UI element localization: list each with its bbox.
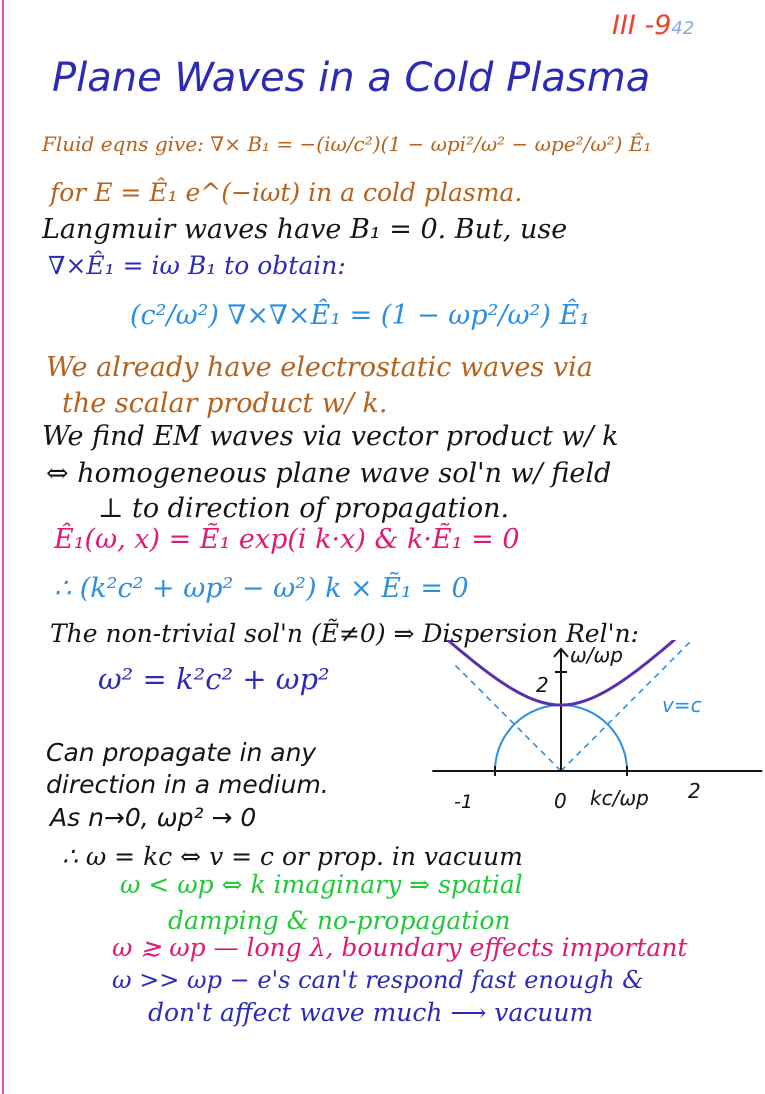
line-l9: ⇔ homogeneous plane wave sol'n w/ field — [46, 458, 612, 489]
page-title: Plane Waves in a Cold Plasma — [52, 55, 651, 101]
y-axis-label: ω/ωp — [570, 643, 623, 667]
line-l11: Ê₁(ω, x) = Ẽ₁ exp(i k·x) & k·Ẽ₁ = 0 — [54, 524, 520, 555]
x-axis-label: kc/ωp — [590, 786, 649, 810]
line-l18: ∴ ω = kc ⇔ v = c or prop. in vacuum — [62, 842, 523, 871]
line-l8: We find EM waves via vector product w/ k — [42, 421, 619, 452]
line-l4: ∇×Ê₁ = iω B₁ to obtain: — [48, 251, 346, 280]
line-l13: The non-trivial sol'n (Ẽ≠0) ⇒ Dispersion Rel'n: — [50, 619, 639, 648]
line-l19: ω < ωp ⇔ k imaginary ⇒ spatial — [120, 870, 523, 899]
line-l7: the scalar product w/ k. — [62, 388, 388, 419]
line-l2: for E = Ê₁ e^(−iωt) in a cold plasma. — [50, 178, 523, 207]
page-number-main: III -9 — [612, 10, 672, 41]
line-l20: damping & no-propagation — [168, 906, 511, 935]
x-tick-0: 0 — [554, 789, 567, 813]
x-tick-2: 2 — [688, 779, 701, 803]
dispersion-graph — [420, 640, 765, 835]
line-l10: ⊥ to direction of propagation. — [98, 493, 510, 524]
page-number-sub: 42 — [671, 18, 695, 39]
line-l6: We already have electrostatic waves via — [46, 352, 593, 383]
asymptote-label: v=c — [662, 693, 702, 717]
page-number — [612, 12, 694, 39]
line-l15: Can propagate in any — [46, 738, 317, 767]
line-l12: ∴ (k²c² + ωp² − ω²) k × Ẽ₁ = 0 — [54, 573, 469, 604]
line-l22: ω >> ωp − e's can't respond fast enough & — [112, 966, 644, 994]
line-l5: (c²/ω²) ∇×∇×Ê₁ = (1 − ωp²/ω²) Ê₁ — [130, 300, 591, 331]
line-l23: don't affect wave much ⟶ vacuum — [148, 998, 594, 1027]
line-l21: ω ≳ ωp — long λ, boundary effects important — [112, 933, 688, 962]
line-l16: direction in a medium. — [46, 770, 329, 799]
line-l14: ω² = k²c² + ωp² — [98, 662, 330, 696]
margin-line — [2, 0, 4, 1094]
line-l1: Fluid eqns give: ∇× B₁ = −(iω/c²)(1 − ωpi²/ω² − ωpe²/ω²) Ê₁ — [42, 132, 652, 156]
y-tick-2: 2 — [536, 673, 549, 697]
x-tick-neg1: -1 — [454, 791, 473, 813]
line-l17: As n→0, ωp² → 0 — [50, 803, 257, 832]
line-l3: Langmuir waves have B₁ = 0. But, use — [42, 214, 568, 245]
